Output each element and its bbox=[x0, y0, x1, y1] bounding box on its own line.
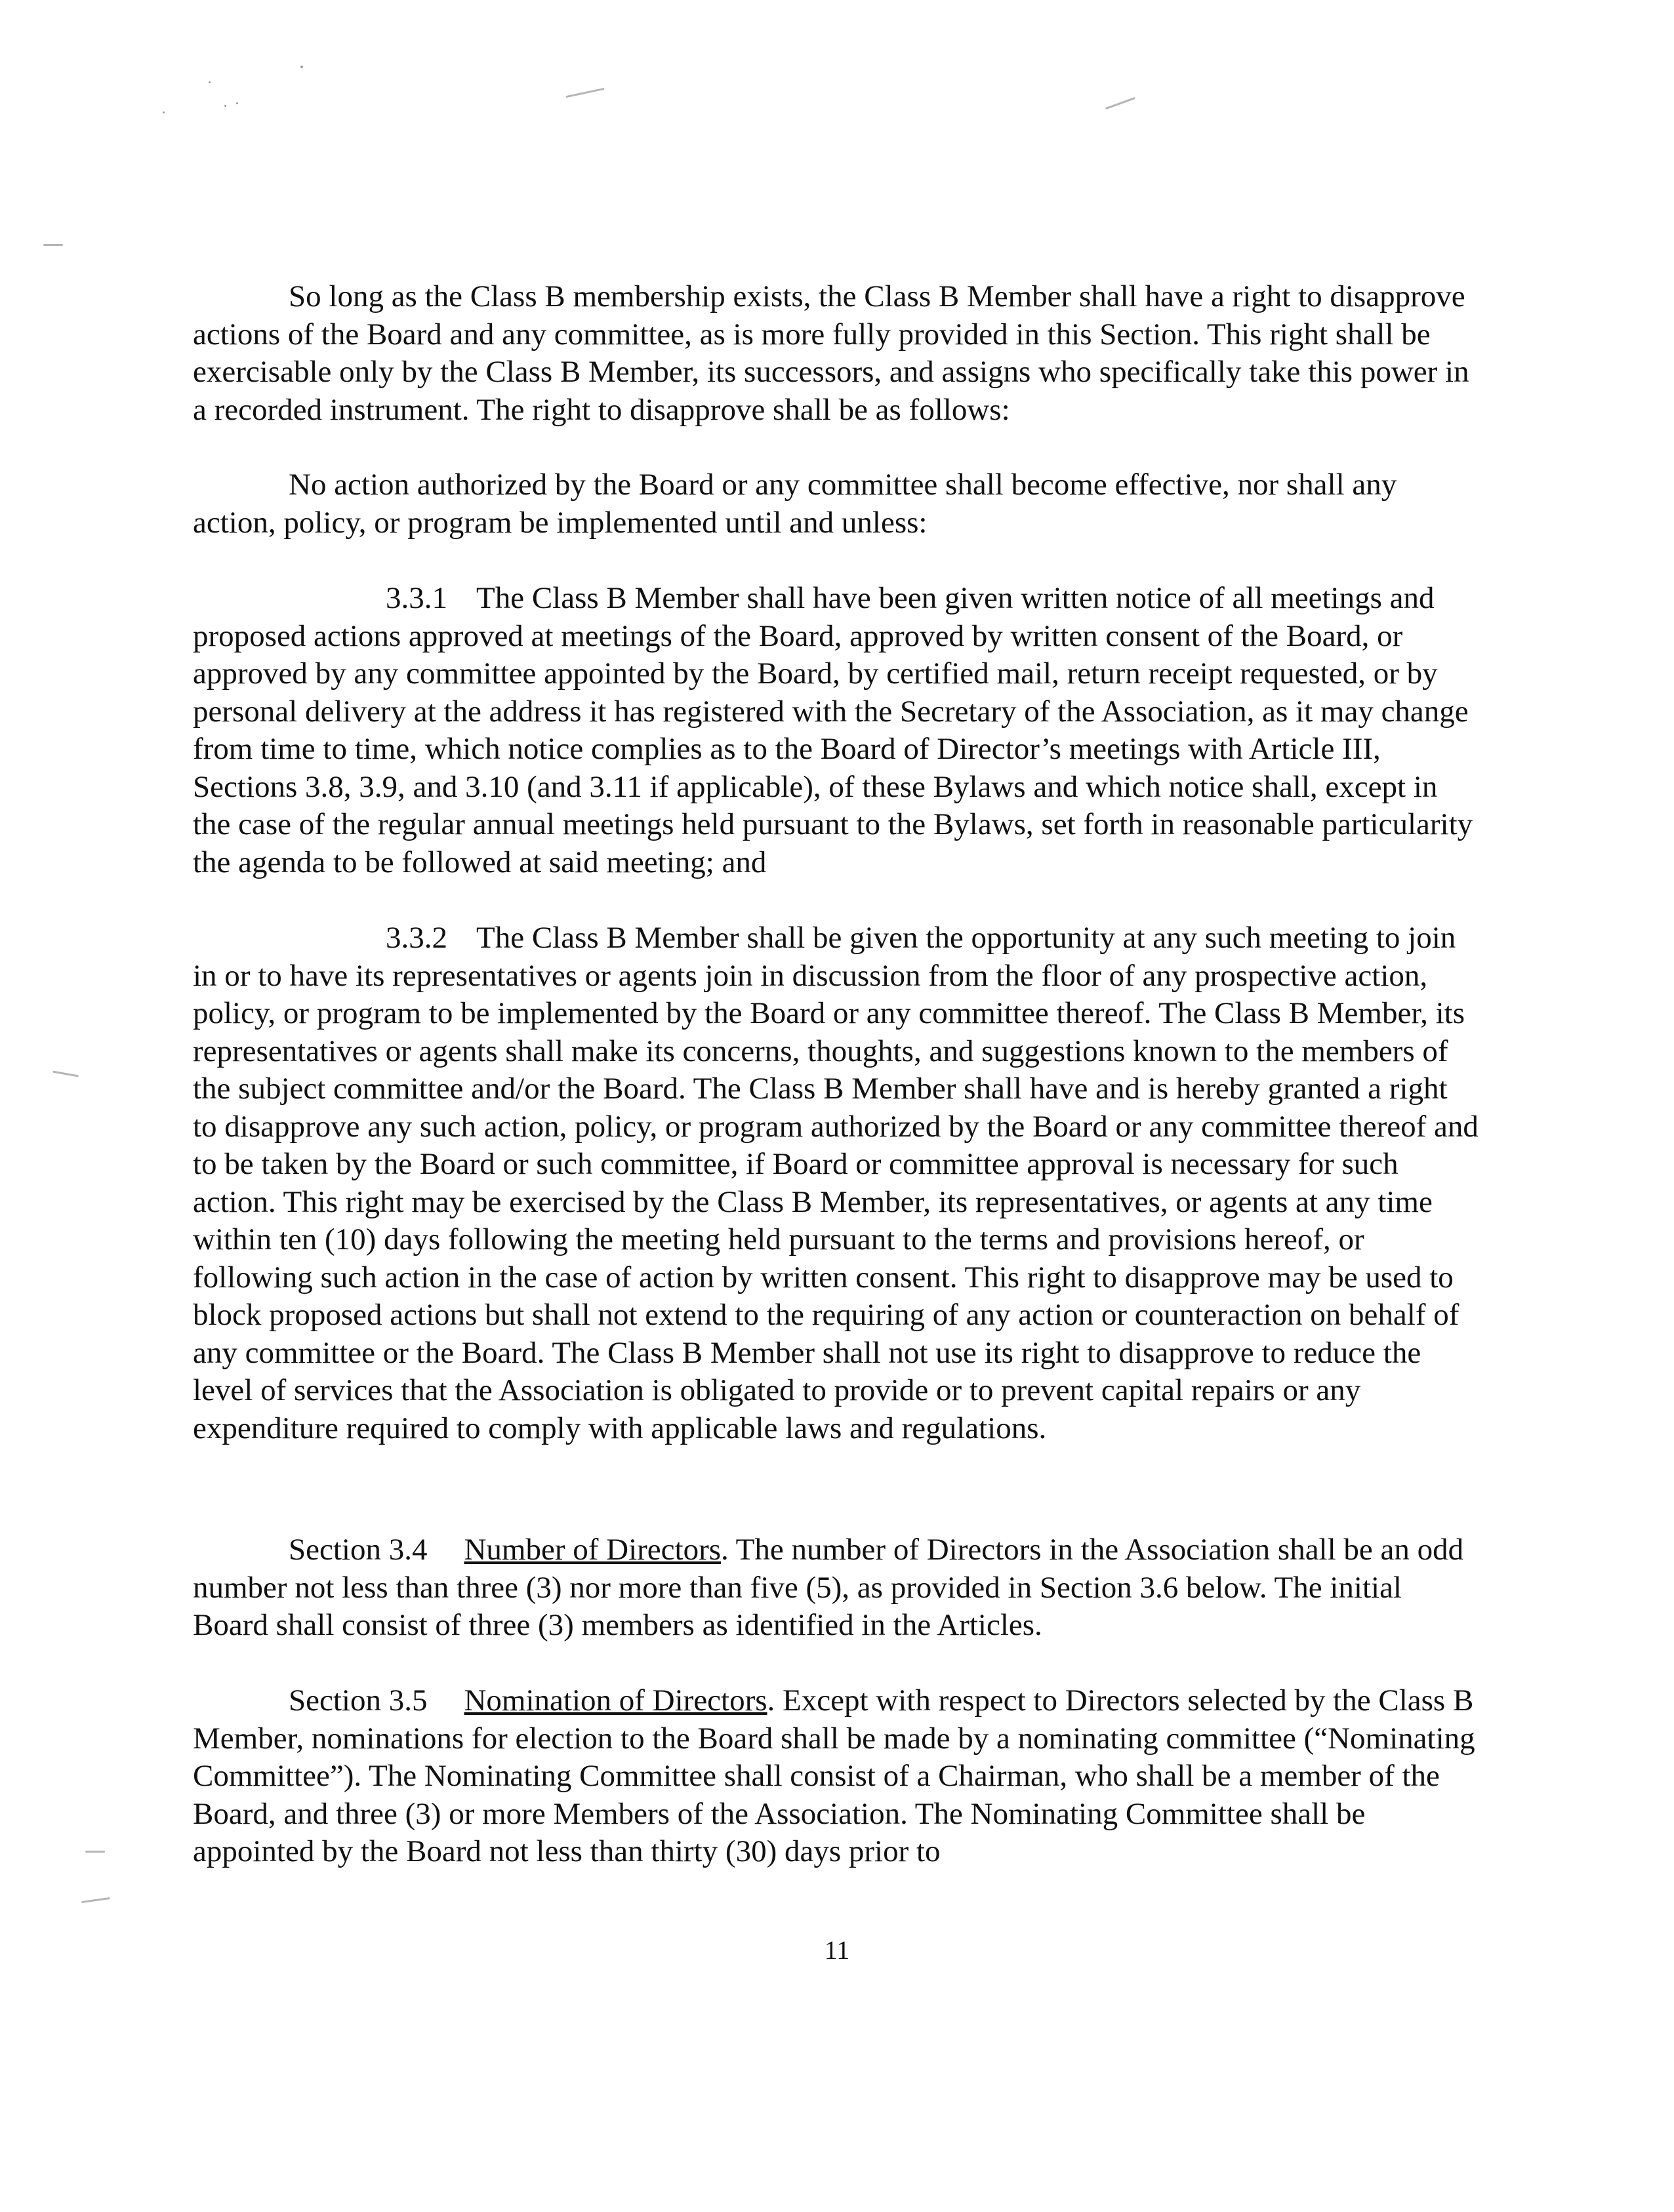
paragraph-class-b-disapproval: So long as the Class B membership exists, the Class B Member shall have a right to disapprove actions of the Board and any committee, as is more fully provided in this Section. This right shall be exercisable only by the Class B Member, its successors, and assigns who specifically take this power in a recorded instrument. The right to disapprove shall be as follows: bbox=[193, 279, 1469, 427]
body-text-block bbox=[193, 466, 1479, 542]
body-text-block bbox=[193, 919, 1479, 1447]
clause-number: 3.3.1 bbox=[386, 581, 447, 615]
body-text-block bbox=[193, 278, 1479, 429]
clause-number: 3.3.2 bbox=[386, 921, 447, 955]
scan-smudge bbox=[52, 1071, 79, 1077]
body-text-block bbox=[193, 1682, 1479, 1871]
section-3-4 bbox=[193, 1531, 1479, 1645]
scan-speck bbox=[209, 81, 211, 83]
paragraph-no-action: No action authorized by the Board or any committee shall become effective, nor shall any action, policy, or program be implemented until and unless: bbox=[193, 468, 1397, 540]
scan-smudge bbox=[85, 1851, 105, 1853]
section-label: Section 3.4 bbox=[289, 1533, 428, 1567]
scan-speck bbox=[300, 66, 303, 68]
paragraph-3-3-1 bbox=[193, 580, 1479, 881]
section-3-5 bbox=[193, 1682, 1479, 1871]
scan-smudge bbox=[565, 88, 604, 98]
scan-speck bbox=[224, 105, 226, 107]
scan-smudge bbox=[43, 244, 63, 246]
paragraph-3-3-2 bbox=[193, 919, 1479, 1447]
body-text-block bbox=[193, 1531, 1479, 1645]
scan-speck bbox=[163, 111, 165, 113]
section-title: Nomination of Directors bbox=[464, 1683, 767, 1718]
scan-speck bbox=[236, 102, 238, 104]
page-number: 11 bbox=[824, 1935, 850, 1965]
section-label: Section 3.5 bbox=[289, 1683, 428, 1718]
section-title: Number of Directors bbox=[464, 1533, 722, 1567]
scan-smudge bbox=[1105, 97, 1135, 110]
section-body: . The number of Directors in the Association shall be an odd number not less than three (3) nor more than five (5), as provided in Section 3.6 below. The initial Board shall consist of three (3) members as identified in the Articles. bbox=[193, 1533, 1464, 1642]
clause-text: The Class B Member shall have been given written notice of all meetings and proposed actions approved at meetings of the Board, approved by written consent of the Board, or approved by any committee appointed by the Board, by certified mail, return receipt requested, or by personal delivery at the address it has registered with the Secretary of the Association, as it may change from time to time, which notice complies as to the Board of Director’s meetings with Article III, Sections 3.8, 3.9, and 3.10 (and 3.11 if applicable), of these Bylaws and which notice shall, except in the case of the regular annual meetings held pursuant to the Bylaws, set forth in reasonable particularity the agenda to be followed at said meeting; and bbox=[193, 581, 1473, 879]
clause-text: The Class B Member shall be given the opportunity at any such meeting to join in or to have its representatives or agents join in discussion from the floor of any prospective action, policy, or program to be implemented by the Board or any committee thereof. The Class B Member, its representatives or agents shall make its concerns, thoughts, and suggestions known to the members of the subject committee and/or the Board. The Class B Member shall have and is hereby granted a right to disapprove any such action, policy, or program authorized by the Board or any committee thereof and to be taken by the Board or such committee, if Board or committee approval is necessary for such action. This right may be exercised by the Class B Member, its representatives, or agents at any time within ten (10) days following the meeting held pursuant to the terms and provisions hereof, or following such action in the case of action by written consent. This right to disapprove may be used to block proposed actions but shall not extend to the requiring of any action or counteraction on behalf of any committee or the Board. The Class B Member shall not use its right to disapprove to reduce the level of services that the Association is obligated to provide or to prevent capital repairs or any expenditure required to comply with applicable laws and regulations. bbox=[193, 921, 1479, 1445]
scan-smudge bbox=[81, 1897, 110, 1903]
section-body: . Except with respect to Directors selected by the Class B Member, nominations for election to the Board shall be made by a nominating committee (“Nominating Committee”). The Nominating Committee shall consist of a Chairman, who shall be a member of the Board, and three (3) or more Members of the Association. The Nominating Committee shall be appointed by the Board not less than thirty (30) days prior to bbox=[193, 1683, 1475, 1868]
body-text-block bbox=[193, 580, 1479, 881]
